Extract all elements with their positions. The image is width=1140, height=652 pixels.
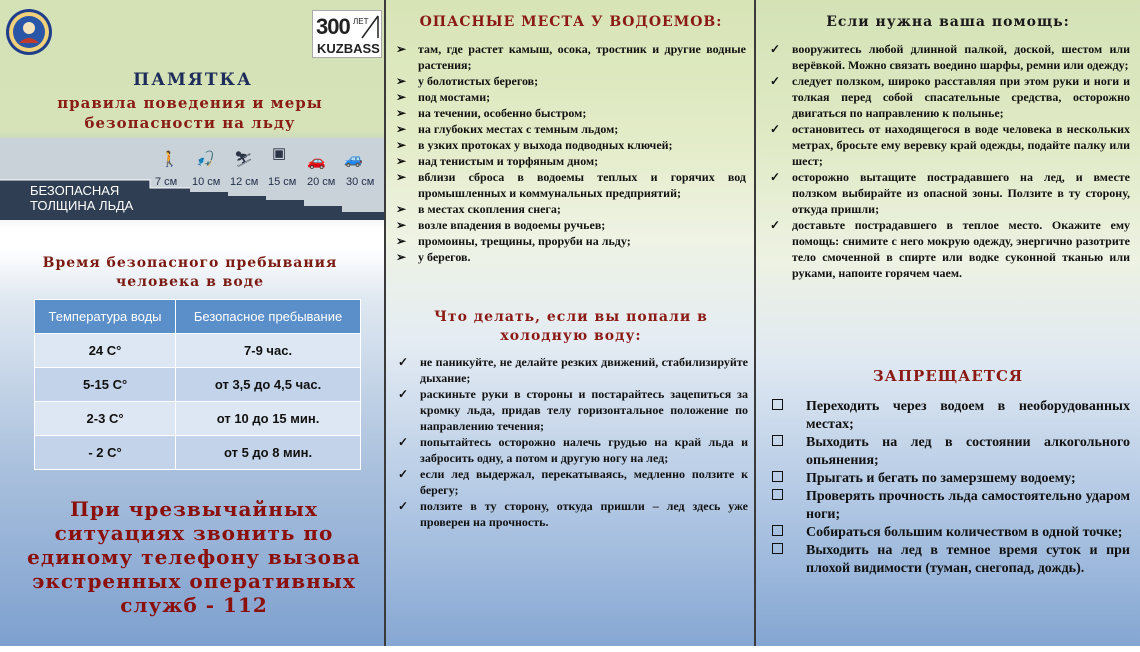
table-cell: - 2 С° (35, 436, 176, 470)
list-item: Выходить на лед в темное время суток и при плохой видимости (туман, снегопад, дождь). (770, 542, 1130, 578)
checkbox-bullet-icon (772, 543, 783, 554)
table-cell: 2-3 С° (35, 402, 176, 436)
right-panel (756, 0, 1140, 646)
table-header: Безопасное пребывание (176, 300, 361, 334)
arrow-bullet-icon: ➢ (396, 122, 407, 136)
ice-value: 15 см (268, 176, 297, 188)
arrow-bullet-icon: ➢ (396, 170, 407, 184)
table-row (35, 334, 361, 368)
list-item: Проверять прочность льда самостоятельно ударом ноги; (770, 488, 1130, 524)
forbidden-list (770, 398, 1130, 578)
road-sign-icon: ▣ (272, 146, 287, 162)
list-item: ✓ попытайтесь осторожно налечь грудью на край льда и забросить одну, а потом и другую ногу на лед; (398, 435, 748, 465)
logo-let: ЛЕТ (353, 17, 369, 26)
time-title: Время безопасного пребывания человека в воде (42, 255, 338, 290)
checkbox-bullet-icon (772, 435, 783, 446)
list-item: ➢ возле впадения в водоемы ручьев; (396, 218, 606, 232)
emergency-notice: При чрезвычайных ситуациях звонить по единому телефону вызова экстренных оперативных служб - 112 (27, 497, 361, 617)
left-panel (0, 0, 386, 646)
logo-kuzbass: KUZBASS (317, 41, 380, 56)
fisherman-icon: 🎣 (196, 152, 215, 168)
memo-subtitle: правила поведения и меры безопасности на льду (57, 94, 323, 132)
table-row (35, 402, 361, 436)
check-bullet-icon: ✓ (398, 467, 409, 481)
arrow-bullet-icon: ➢ (396, 74, 407, 88)
arrow-bullet-icon: ➢ (396, 202, 407, 216)
car-icon: 🚗 (307, 154, 326, 170)
list-item: ➢ на течении, особенно быстром; (396, 106, 587, 120)
emblem-icon (5, 7, 53, 57)
danger-list (394, 41, 746, 265)
table-cell: от 10 до 15 мин. (176, 402, 361, 436)
ice-value: 20 см (307, 176, 336, 188)
arrow-bullet-icon: ➢ (396, 154, 407, 168)
list-item: ➢ под мостами; (396, 90, 491, 104)
ice-value: 12 см (230, 176, 259, 188)
ice-value: 7 см (155, 176, 178, 188)
check-bullet-icon: ✓ (770, 42, 781, 56)
checkbox-bullet-icon (772, 471, 783, 482)
check-bullet-icon: ✓ (770, 170, 781, 184)
table-cell: 5-15 С° (35, 368, 176, 402)
list-item: ✓ если лед выдержал, перекатываясь, медленно ползите к берегу; (398, 467, 748, 497)
list-item: ✓ не паникуйте, не делайте резких движений, стабилизируйте дыхание; (398, 355, 748, 385)
list-item: ➢ у берегов. (396, 250, 471, 264)
list-item: ➢ над тенистым и торфяным дном; (396, 154, 599, 168)
snowmobile-icon: ⛷ (234, 152, 254, 168)
checkbox-bullet-icon (772, 525, 783, 536)
danger-title: ОПАСНЫЕ МЕСТА У ВОДОЕМОВ: (419, 14, 723, 30)
cold-water-list (396, 354, 748, 530)
check-bullet-icon: ✓ (398, 435, 409, 449)
memo-title: ПАМЯТКА (133, 70, 253, 90)
list-item: ✓ осторожно вытащите пострадавшего на лед, и вместе ползком выбирайте из опасной зоны. Ползите в ту сторону, откуда пришли; (770, 170, 1130, 216)
list-item: ✓ следует ползком, широко расставляя при этом руки и ноги и толкая перед собой спасательные средства, осторожно двигаться по направлению к полынье; (770, 74, 1130, 120)
list-item: Прыгать и бегать по замерзшему водоему; (770, 470, 1130, 488)
list-item: ➢ там, где растет камыш, осока, тростник и другие водные растения; (396, 42, 746, 72)
cold-water-title: Что делать, если вы попали в холодную воду: (434, 309, 708, 344)
middle-panel (386, 0, 756, 646)
logo-arrow-icon (361, 15, 379, 39)
truck-icon: 🚙 (344, 152, 363, 168)
check-bullet-icon: ✓ (770, 218, 781, 232)
table-row (35, 436, 361, 470)
table-header-row (35, 300, 361, 334)
kuzbass-300-logo (312, 10, 382, 58)
list-item: ➢ у болотистых берегов; (396, 74, 539, 88)
list-item: ➢ в узких протоках у выхода подводных ключей; (396, 138, 673, 152)
list-item: Собираться большим количеством в одной точке; (770, 524, 1130, 542)
list-item: ✓ вооружитесь любой длинной палкой, доской, шестом или верёвкой. Можно связать воедино шарфы, ремни или одежду; (770, 42, 1130, 72)
arrow-bullet-icon: ➢ (396, 218, 407, 232)
logo-number: 300 (316, 14, 350, 39)
table-cell: от 3,5 до 4,5 час. (176, 368, 361, 402)
ice-value: 10 см (192, 176, 221, 188)
arrow-bullet-icon: ➢ (396, 138, 407, 152)
table-cell: 24 С° (35, 334, 176, 368)
list-item: ➢ в местах скопления снега; (396, 202, 561, 216)
check-bullet-icon: ✓ (770, 122, 781, 136)
temperature-table (34, 299, 361, 470)
help-list (768, 41, 1130, 281)
person-icon: 🚶 (160, 152, 179, 168)
list-item: Выходить на лед в состоянии алкогольного опьянения; (770, 434, 1130, 470)
ice-thickness-banner (0, 138, 386, 220)
arrow-bullet-icon: ➢ (396, 42, 407, 56)
list-item: ➢ вблизи сброса в водоемы теплых и горячих вод промышленных и коммунальных предприятий; (396, 170, 746, 200)
arrow-bullet-icon: ➢ (396, 234, 407, 248)
ice-label: БЕЗОПАСНАЯ ТОЛЩИНА ЛЬДА (30, 183, 134, 213)
arrow-bullet-icon: ➢ (396, 250, 407, 264)
check-bullet-icon: ✓ (398, 499, 409, 513)
check-bullet-icon: ✓ (398, 387, 409, 401)
list-item: ✓ раскиньте руки в стороны и постарайтесь зацепиться за кромку льда, придав телу горизонтальное положение по направлению течения; (398, 387, 748, 433)
forbidden-title: ЗАПРЕЩАЕТСЯ (872, 367, 1024, 385)
list-item: ➢ на глубоких местах с темным льдом; (396, 122, 619, 136)
list-item: Переходить через водоем в необорудованных местах; (770, 398, 1130, 434)
arrow-bullet-icon: ➢ (396, 106, 407, 120)
arrow-bullet-icon: ➢ (396, 90, 407, 104)
checkbox-bullet-icon (772, 489, 783, 500)
table-cell: от 5 до 8 мин. (176, 436, 361, 470)
help-title: Если нужна ваша помощь: (826, 14, 1070, 30)
list-item: ✓ ползите в ту сторону, откуда пришли – лед здесь уже проверен на прочность. (398, 499, 748, 529)
list-item: ➢ промоины, трещины, проруби на льду; (396, 234, 631, 248)
checkbox-bullet-icon (772, 399, 783, 410)
table-cell: 7-9 час. (176, 334, 361, 368)
list-item: ✓ доставьте пострадавшего в теплое место. Окажите ему помощь: снимите с него мокрую одежду, энергично разотрите тело смоченной в спирте или водке суконной тканью или руками, напоите горячем чаем. (770, 218, 1130, 280)
check-bullet-icon: ✓ (770, 74, 781, 88)
ice-value: 30 см (346, 176, 375, 188)
list-item: ✓ остановитесь от находящегося в воде человека в нескольких метрах, бросьте ему веревку край одежды, подайте палку или шест; (770, 122, 1130, 168)
check-bullet-icon: ✓ (398, 355, 409, 369)
table-header: Температура воды (35, 300, 176, 334)
table-row (35, 368, 361, 402)
